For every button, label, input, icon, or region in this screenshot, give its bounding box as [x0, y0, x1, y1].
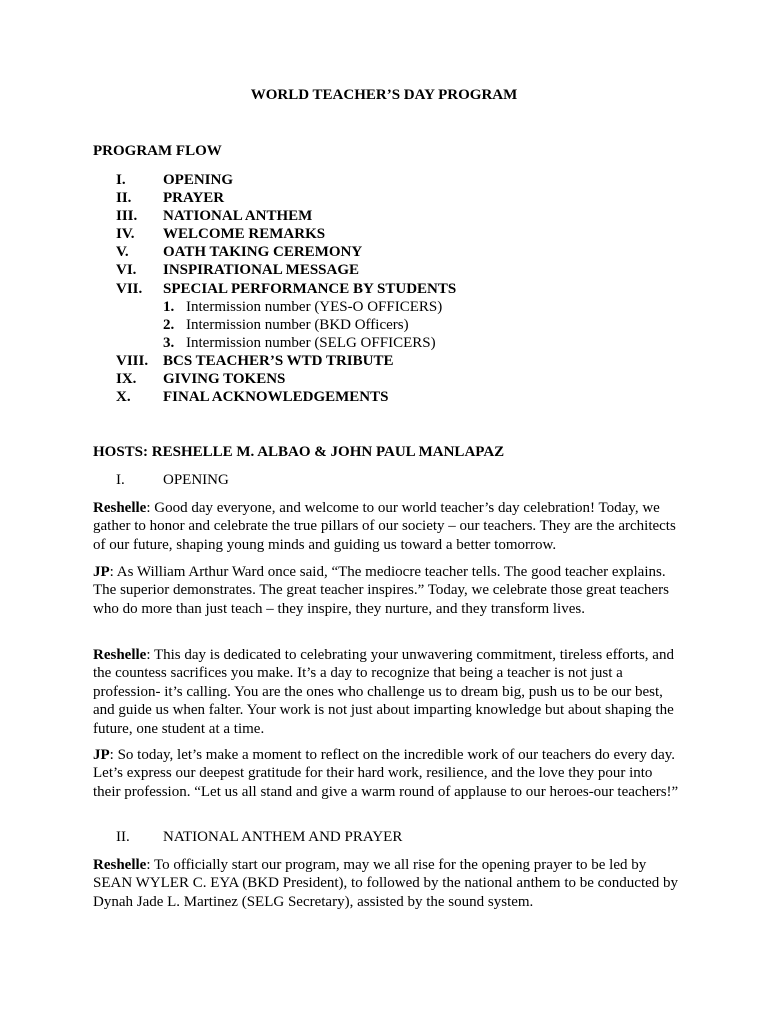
- program-item: [93, 388, 693, 406]
- speaker-name: JP: [93, 564, 110, 580]
- dialogue-text: : As William Arthur Ward once said, “The mediocre teacher tells. The good teacher explains. The superior demonstrates. The great teacher inspires.” Today, we celebrate those great teachers who do more than just teach – they inspire, they nurture, and they transform lives.: [93, 564, 669, 617]
- program-sub-item: [93, 334, 693, 352]
- sub-item-number: 1.: [163, 298, 175, 315]
- program-item-number: X.: [116, 389, 131, 406]
- sub-item-number: 2.: [163, 316, 175, 333]
- program-sub-item: [93, 298, 693, 316]
- dialogue-text: : This day is dedicated to celebrating your unwavering commitment, tireless efforts, and the countess sacrifices you make. It’s a day to recognize that being a teacher is not just a profession- it’s calling. You are the ones who challenge us to dream big, push us to be our best, and guide us when falter. Your work is not just about imparting knowledge but about shaping the future, one student at a time.: [93, 647, 674, 737]
- section-number: I.: [116, 472, 125, 488]
- dialogue-paragraph: [93, 499, 683, 554]
- speaker-name: Reshelle: [93, 857, 147, 873]
- program-item-number: V.: [116, 244, 129, 261]
- program-item: [93, 352, 693, 370]
- program-item-label: BCS TEACHER’S WTD TRIBUTE: [163, 352, 394, 369]
- program-flow-list: [93, 171, 693, 406]
- program-item-label: INSPIRATIONAL MESSAGE: [163, 262, 360, 279]
- document-title: WORLD TEACHER’S DAY PROGRAM: [250, 87, 518, 103]
- program-item: [93, 370, 693, 388]
- speaker-name: Reshelle: [93, 647, 147, 663]
- speaker-name: Reshelle: [93, 500, 147, 516]
- hosts-heading: HOSTS: RESHELLE M. ALBAO & JOHN PAUL MANLAPAZ: [93, 444, 505, 460]
- program-item-label: SPECIAL PERFORMANCE BY STUDENTS: [163, 280, 457, 297]
- program-item-label: NATIONAL ANTHEM: [163, 208, 313, 225]
- program-item-number: II.: [116, 190, 132, 207]
- program-item-label: WELCOME REMARKS: [163, 226, 326, 243]
- dialogue-text: : Good day everyone, and welcome to our world teacher’s day celebration! Today, we gather to honor and celebrate the true pillars of our society – our teachers. They are the architects of our future, shaping young minds and guiding us toward a better tomorrow.: [93, 500, 676, 553]
- dialogue-paragraph: [93, 856, 683, 911]
- program-item-label: OPENING: [163, 172, 234, 188]
- program-item-number: VII.: [116, 280, 143, 297]
- dialogue-text: : To officially start our program, may we all rise for the opening prayer to be led by SEAN WYLER C. EYA (BKD President), to followed by the national anthem to be conducted by Dynah Jade L. Martinez (SELG Secretary), assisted by the sound system.: [93, 857, 679, 910]
- program-item-number: IV.: [116, 226, 135, 243]
- program-sub-item: [93, 316, 693, 334]
- program-item: [93, 225, 693, 243]
- program-item-label: GIVING TOKENS: [163, 371, 286, 388]
- program-item-number: VIII.: [116, 352, 149, 369]
- sub-item-label: Intermission number (SELG OFFICERS): [186, 334, 436, 351]
- program-item: [93, 171, 693, 189]
- sub-item-label: Intermission number (YES-O OFFICERS): [186, 298, 443, 315]
- program-item: [93, 261, 693, 279]
- dialogue-text: : So today, let’s make a moment to reflect on the incredible work of our teachers do every day. Let’s express our deepest gratitude for their hard work, resilience, and the love they pour into their profession. “Let us all stand and give a warm round of applause to our heroes-our teachers!”: [93, 747, 679, 800]
- program-item: [93, 207, 693, 225]
- program-item-label: PRAYER: [163, 190, 225, 207]
- section-label: OPENING: [163, 472, 229, 488]
- program-item-number: III.: [116, 208, 138, 225]
- program-item-number: I.: [116, 172, 126, 188]
- program-flow-heading: PROGRAM FLOW: [93, 143, 222, 159]
- sub-item-label: Intermission number (BKD Officers): [186, 316, 409, 333]
- program-item-label: FINAL ACKNOWLEDGEMENTS: [163, 389, 389, 406]
- dialogue-paragraph: [93, 563, 683, 618]
- dialogue-paragraph: [93, 646, 683, 738]
- program-item-number: IX.: [116, 371, 137, 388]
- section-number: II.: [116, 829, 130, 845]
- program-item: [93, 243, 693, 261]
- program-item: [93, 280, 693, 298]
- program-item: [93, 189, 693, 207]
- sub-item-number: 3.: [163, 334, 175, 351]
- program-item-label: OATH TAKING CEREMONY: [163, 244, 363, 261]
- speaker-name: JP: [93, 747, 110, 763]
- section-label: NATIONAL ANTHEM AND PRAYER: [163, 829, 403, 845]
- program-item-number: VI.: [116, 262, 137, 279]
- dialogue-paragraph: [93, 746, 683, 801]
